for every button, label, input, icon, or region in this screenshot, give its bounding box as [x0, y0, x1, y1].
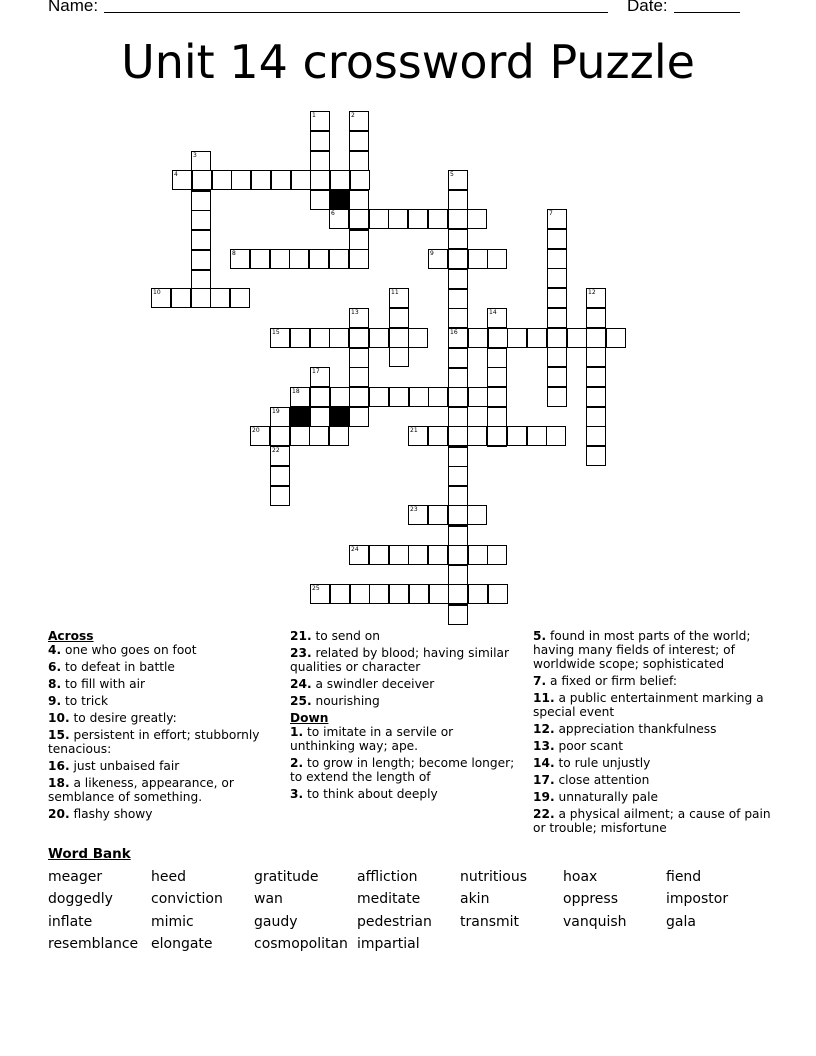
grid-cell[interactable]	[448, 526, 468, 546]
word-bank-word: wan	[254, 891, 283, 907]
down-clue	[533, 807, 773, 835]
grid-cell[interactable]	[349, 131, 369, 151]
grid-cell[interactable]	[409, 387, 429, 407]
grid-cell[interactable]	[547, 387, 567, 407]
grid-cell[interactable]	[350, 170, 370, 190]
grid-cell[interactable]	[586, 328, 606, 348]
grid-cell[interactable]	[547, 229, 567, 249]
clue-number: 5	[450, 171, 454, 178]
grid-cell[interactable]	[428, 387, 448, 407]
word-bank-word: transmit	[460, 914, 520, 930]
grid-cell[interactable]	[192, 170, 212, 190]
across-clue	[290, 646, 518, 674]
clue-number: 16	[450, 329, 458, 336]
grid-cell[interactable]	[448, 289, 468, 309]
clue-text: one who goes on foot	[61, 643, 197, 657]
clue-number: 12	[588, 289, 596, 296]
word-bank-word: hoax	[563, 869, 598, 885]
clue-text: to trick	[61, 694, 109, 708]
grid-cell[interactable]	[468, 584, 488, 604]
word-bank-word: cosmopolitan	[254, 936, 348, 952]
grid-cell[interactable]	[547, 347, 567, 367]
grid-cell[interactable]	[212, 170, 232, 190]
grid-cell[interactable]	[468, 387, 488, 407]
grid-cell[interactable]	[389, 328, 409, 348]
grid-cell[interactable]	[467, 505, 487, 525]
grid-cell[interactable]	[448, 387, 468, 407]
word-bank-word: gratitude	[254, 869, 319, 885]
grid-cell[interactable]	[309, 426, 329, 446]
across-clues-part-2	[290, 629, 518, 708]
clues-column-3	[533, 628, 773, 838]
grid-cell[interactable]	[349, 190, 369, 210]
word-bank-title: Word Bank	[48, 846, 131, 862]
clue-num: 16.	[48, 759, 70, 773]
grid-cell[interactable]	[330, 584, 350, 604]
grid-cell[interactable]	[408, 545, 428, 565]
clue-text: related by blood; having similar qualities or character	[290, 646, 510, 674]
grid-cell[interactable]	[389, 545, 409, 565]
clue-text: close attention	[554, 773, 650, 787]
clue-text: persistent in effort; stubbornly tenacious:	[48, 728, 260, 756]
clue-number: 23	[410, 506, 418, 513]
down-heading: Down	[290, 711, 329, 725]
grid-cell[interactable]	[330, 170, 350, 190]
clue-num: 25.	[290, 694, 312, 708]
grid-cell[interactable]	[507, 328, 527, 348]
down-clue	[533, 674, 773, 688]
grid-cell[interactable]	[349, 151, 369, 171]
clue-num: 10.	[48, 711, 70, 725]
word-bank-word: impartial	[357, 936, 420, 952]
clue-num: 7.	[533, 674, 547, 688]
grid-cell[interactable]	[231, 170, 251, 190]
grid-cell[interactable]	[349, 209, 369, 229]
grid-cell[interactable]	[329, 426, 349, 446]
grid-cell[interactable]	[369, 387, 389, 407]
word-bank-word: fiend	[666, 869, 702, 885]
grid-cell[interactable]	[270, 249, 290, 269]
clue-text: to think about deeply	[303, 787, 438, 801]
grid-cell[interactable]	[270, 486, 290, 506]
clue-number: 19	[272, 408, 280, 415]
grid-cell[interactable]	[191, 288, 211, 308]
grid-cell[interactable]	[586, 426, 606, 446]
grid-cell[interactable]	[270, 466, 290, 486]
grid-cell[interactable]	[468, 249, 488, 269]
clue-text: a likeness, appearance, or semblance of something.	[48, 776, 234, 804]
clues-column-2	[290, 628, 518, 804]
grid-cell[interactable]	[487, 387, 507, 407]
grid-cell[interactable]	[448, 190, 468, 210]
grid-cell[interactable]	[389, 308, 409, 328]
across-clues-part-1	[48, 643, 274, 821]
grid-cell[interactable]	[191, 210, 211, 230]
clue-num: 8.	[48, 677, 62, 691]
word-bank-word: nutritious	[460, 869, 527, 885]
across-clue	[48, 711, 274, 725]
clue-text: found in most parts of the world; having many fields of interest; of worldwide scope; sophisticated	[533, 629, 751, 671]
clue-text: a fixed or firm belief:	[546, 674, 677, 688]
word-bank-word: heed	[151, 869, 186, 885]
down-clue	[533, 722, 773, 736]
grid-cell[interactable]	[448, 426, 468, 446]
grid-cell[interactable]	[487, 407, 507, 427]
grid-cell[interactable]	[329, 249, 349, 269]
grid-cell[interactable]	[289, 249, 309, 269]
grid-cell[interactable]	[210, 288, 230, 308]
grid-cell[interactable]	[606, 328, 626, 348]
clue-number: 10	[153, 289, 161, 296]
clue-text: nourishing	[311, 694, 380, 708]
clue-text: a swindler deceiver	[311, 677, 435, 691]
grid-cell[interactable]	[547, 328, 567, 348]
grid-cell[interactable]	[349, 348, 369, 368]
grid-cell[interactable]	[270, 426, 290, 446]
clue-num: 24.	[290, 677, 312, 691]
word-bank-word: elongate	[151, 936, 213, 952]
grid-cell[interactable]	[488, 328, 508, 348]
grid-cell[interactable]	[467, 426, 487, 446]
grid-cell[interactable]	[547, 308, 567, 328]
grid-cell[interactable]	[250, 249, 270, 269]
down-clue	[290, 787, 518, 801]
grid-cell[interactable]	[388, 209, 408, 229]
across-clue	[48, 660, 274, 674]
black-square	[329, 190, 349, 210]
grid-cell[interactable]	[448, 447, 468, 467]
grid-cell[interactable]	[428, 545, 448, 565]
across-heading: Across	[48, 629, 94, 643]
clue-num: 9.	[48, 694, 62, 708]
grid-cell[interactable]	[547, 268, 567, 288]
clue-number: 22	[272, 447, 280, 454]
across-clue	[48, 677, 274, 691]
clue-num: 2.	[290, 756, 304, 770]
grid-cell[interactable]	[310, 387, 330, 407]
clue-num: 22.	[533, 807, 555, 821]
grid-cell[interactable]	[487, 426, 507, 446]
grid-cell[interactable]	[586, 407, 606, 427]
clue-num: 21.	[290, 629, 312, 643]
grid-cell[interactable]	[330, 387, 350, 407]
clue-num: 6.	[48, 660, 62, 674]
grid-cell[interactable]	[487, 545, 507, 565]
grid-cell[interactable]	[547, 367, 567, 387]
grid-cell[interactable]	[310, 151, 330, 171]
grid-cell[interactable]	[369, 584, 389, 604]
grid-cell[interactable]	[428, 209, 448, 229]
clue-number: 20	[252, 427, 260, 434]
clue-text: to defeat in battle	[61, 660, 175, 674]
clue-num: 5.	[533, 629, 547, 643]
grid-cell[interactable]	[191, 270, 211, 290]
clue-number: 24	[351, 546, 359, 553]
grid-cell[interactable]	[389, 347, 409, 367]
grid-cell[interactable]	[527, 328, 547, 348]
grid-cell[interactable]	[291, 170, 311, 190]
grid-cell[interactable]	[389, 387, 409, 407]
grid-cell[interactable]	[271, 170, 291, 190]
clue-number: 18	[292, 388, 300, 395]
word-bank-word: impostor	[666, 891, 729, 907]
grid-cell[interactable]	[586, 367, 606, 387]
grid-cell[interactable]	[310, 328, 330, 348]
grid-cell[interactable]	[310, 190, 330, 210]
grid-cell[interactable]	[409, 584, 429, 604]
grid-cell[interactable]	[349, 387, 369, 407]
clue-number: 14	[489, 309, 497, 316]
grid-cell[interactable]	[350, 584, 370, 604]
grid-cell[interactable]	[191, 230, 211, 250]
clue-text: to rule unjustly	[554, 756, 651, 770]
clue-text: poor scant	[554, 739, 624, 753]
grid-cell[interactable]	[290, 328, 310, 348]
grid-cell[interactable]	[309, 249, 329, 269]
grid-cell[interactable]	[428, 426, 448, 446]
grid-cell[interactable]	[487, 249, 507, 269]
clue-number: 4	[174, 171, 178, 178]
clue-text: to desire greatly:	[69, 711, 177, 725]
word-bank-word: affliction	[357, 869, 418, 885]
grid-cell[interactable]	[567, 328, 587, 348]
down-clues-part-1	[290, 725, 518, 801]
date-label: Date:	[627, 0, 668, 15]
grid-cell[interactable]	[329, 328, 349, 348]
down-clue	[290, 756, 518, 784]
grid-cell[interactable]	[487, 367, 507, 387]
clue-num: 13.	[533, 739, 555, 753]
grid-cell[interactable]	[467, 209, 487, 229]
grid-cell[interactable]	[547, 249, 567, 269]
across-clue	[48, 694, 274, 708]
grid-cell[interactable]	[310, 170, 330, 190]
grid-cell[interactable]	[468, 545, 488, 565]
grid-cell[interactable]	[487, 348, 507, 368]
down-clue	[533, 790, 773, 804]
word-bank-word: akin	[460, 891, 490, 907]
grid-cell[interactable]	[349, 407, 369, 427]
grid-cell[interactable]	[251, 170, 271, 190]
clue-number: 17	[312, 368, 320, 375]
clue-text: unnaturally pale	[554, 790, 659, 804]
grid-cell[interactable]	[448, 505, 468, 525]
grid-cell[interactable]	[369, 209, 389, 229]
clue-text: to grow in length; become longer; to extend the length of	[290, 756, 515, 784]
grid-cell[interactable]	[191, 191, 211, 211]
grid-cell[interactable]	[369, 328, 389, 348]
grid-cell[interactable]	[408, 209, 428, 229]
down-clue	[290, 725, 518, 753]
clue-num: 3.	[290, 787, 304, 801]
grid-cell[interactable]	[349, 367, 369, 387]
clue-number: 7	[549, 210, 553, 217]
name-label: Name:	[48, 0, 99, 15]
clue-number: 1	[312, 112, 316, 119]
word-bank-word: gala	[666, 914, 696, 930]
down-clue	[533, 739, 773, 753]
grid-cell[interactable]	[448, 584, 468, 604]
grid-cell[interactable]	[389, 584, 409, 604]
grid-cell[interactable]	[448, 466, 468, 486]
clue-num: 19.	[533, 790, 555, 804]
grid-cell[interactable]	[230, 288, 250, 308]
clue-num: 12.	[533, 722, 555, 736]
grid-cell[interactable]	[468, 328, 488, 348]
word-bank-word: vanquish	[563, 914, 627, 930]
clue-num: 11.	[533, 691, 555, 705]
clue-number: 2	[351, 112, 355, 119]
clue-num: 17.	[533, 773, 555, 787]
clue-number: 6	[331, 210, 335, 217]
grid-cell[interactable]	[448, 348, 468, 368]
clue-num: 14.	[533, 756, 555, 770]
word-bank-word: inflate	[48, 914, 93, 930]
word-bank-word: gaudy	[254, 914, 298, 930]
grid-cell[interactable]	[586, 446, 606, 466]
clue-text: just unbaised fair	[69, 759, 180, 773]
clue-number: 15	[272, 329, 280, 336]
grid-cell[interactable]	[586, 387, 606, 407]
across-clue	[48, 728, 274, 756]
down-clue	[533, 629, 773, 671]
clue-text: to send on	[311, 629, 380, 643]
grid-cell[interactable]	[448, 368, 468, 388]
grid-cell[interactable]	[546, 426, 566, 446]
clue-text: to fill with air	[61, 677, 146, 691]
across-clue	[290, 694, 518, 708]
grid-cell[interactable]	[171, 288, 191, 308]
clue-number: 3	[193, 152, 197, 159]
down-clue	[533, 691, 773, 719]
clue-text: flashy showy	[69, 807, 153, 821]
word-bank-word: conviction	[151, 891, 223, 907]
word-bank-word: resemblance	[48, 936, 139, 952]
page-title: Unit 14 crossword Puzzle	[121, 35, 695, 89]
clue-num: 15.	[48, 728, 70, 742]
clue-text: to imitate in a servile or unthinking way; ape.	[290, 725, 454, 753]
clue-num: 1.	[290, 725, 304, 739]
clue-text: a physical ailment; a cause of pain or trouble; misfortune	[533, 807, 771, 835]
word-bank-word: meager	[48, 869, 103, 885]
word-bank-word: mimic	[151, 914, 194, 930]
clue-number: 13	[351, 309, 359, 316]
grid-cell[interactable]	[310, 131, 330, 151]
grid-cell[interactable]	[507, 426, 527, 446]
grid-cell[interactable]	[448, 605, 468, 625]
across-clue	[48, 776, 274, 804]
grid-cell[interactable]	[349, 328, 369, 348]
grid-cell[interactable]	[547, 288, 567, 308]
grid-cell[interactable]	[448, 407, 468, 427]
clue-number: 11	[391, 289, 399, 296]
grid-cell[interactable]	[448, 269, 468, 289]
grid-cell[interactable]	[191, 250, 211, 270]
clue-number: 9	[430, 250, 434, 257]
grid-cell[interactable]	[349, 230, 369, 250]
grid-cell[interactable]	[448, 249, 468, 269]
grid-cell[interactable]	[448, 486, 468, 506]
down-clues-part-2	[533, 629, 773, 835]
clue-text: appreciation thankfulness	[554, 722, 717, 736]
clue-number: 25	[312, 585, 320, 592]
across-clue	[290, 677, 518, 691]
grid-cell[interactable]	[448, 209, 468, 229]
grid-cell[interactable]	[448, 308, 468, 328]
down-clue	[533, 756, 773, 770]
grid-cell[interactable]	[448, 229, 468, 249]
across-clue	[48, 807, 274, 821]
word-bank-word: oppress	[563, 891, 618, 907]
grid-cell[interactable]	[527, 426, 547, 446]
grid-cell[interactable]	[448, 545, 468, 565]
clue-num: 18.	[48, 776, 70, 790]
grid-cell[interactable]	[586, 347, 606, 367]
clue-num: 4.	[48, 643, 62, 657]
word-bank-word: meditate	[357, 891, 421, 907]
word-bank-word: pedestrian	[357, 914, 432, 930]
black-square	[329, 407, 349, 427]
clues-column-1	[48, 628, 274, 824]
down-clue	[533, 773, 773, 787]
word-bank-word: doggedly	[48, 891, 113, 907]
clue-num: 20.	[48, 807, 70, 821]
clue-number: 21	[410, 427, 418, 434]
across-clue	[48, 759, 274, 773]
across-clue	[48, 643, 274, 657]
grid-cell[interactable]	[429, 584, 449, 604]
grid-cell[interactable]	[408, 328, 428, 348]
grid-cell[interactable]	[290, 426, 310, 446]
clue-num: 23.	[290, 646, 312, 660]
black-square	[290, 407, 310, 427]
grid-cell[interactable]	[369, 545, 389, 565]
grid-cell[interactable]	[488, 584, 508, 604]
grid-cell[interactable]	[586, 308, 606, 328]
grid-cell[interactable]	[428, 505, 448, 525]
grid-cell[interactable]	[448, 565, 468, 585]
across-clue	[290, 629, 518, 643]
clue-number: 8	[232, 250, 236, 257]
clue-text: a public entertainment marking a special event	[533, 691, 764, 719]
grid-cell[interactable]	[349, 249, 369, 269]
grid-cell[interactable]	[310, 407, 330, 427]
